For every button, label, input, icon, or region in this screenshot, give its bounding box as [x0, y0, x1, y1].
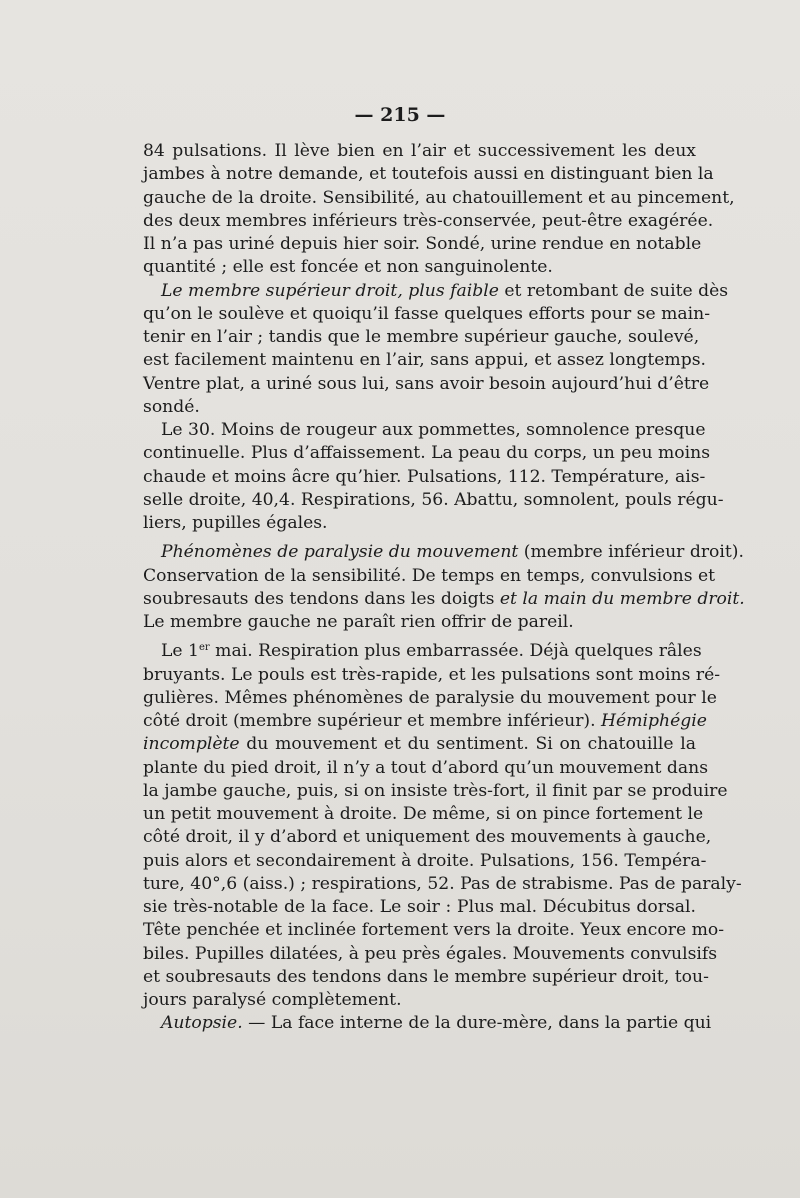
page-number: — 215 — — [354, 104, 446, 126]
text-line — [143, 588, 745, 611]
text-line: côté droit, il y d’abord et uniquement des mouvements à gauche, — [143, 827, 712, 848]
italic-phrase: et la main du membre droit. — [499, 588, 745, 609]
text-line: des deux membres inférieurs très-conservée, peut-être exagérée. — [143, 210, 714, 231]
text-line: qu’on le soulève et quoiqu’il fasse quelques efforts pour se main- — [143, 303, 711, 324]
text-line: Le membre gauche ne paraît rien offrir de pareil. — [143, 612, 574, 632]
text-line: sondé. — [143, 396, 200, 417]
text-line: sie très-notable de la face. Le soir : Plus mal. Décubitus dorsal. — [143, 897, 696, 917]
text-line: jours paralysé complètement. — [143, 990, 402, 1010]
text-line: un petit mouvement à droite. De même, si on pince fortement le — [143, 804, 704, 824]
text-line — [143, 1012, 712, 1035]
paragraph — [143, 280, 729, 420]
text-line — [143, 710, 707, 733]
superscript: er — [198, 642, 210, 654]
paragraph — [143, 541, 745, 634]
italic-phrase: Hémiphégie — [601, 711, 707, 731]
page-body — [143, 140, 745, 1036]
italic-phrase: Le membre supérieur droit, plus faible — [161, 280, 499, 301]
paragraph — [143, 419, 724, 535]
text-line — [143, 640, 702, 663]
text-line: Le 30. Moins de rougeur aux pommettes, somnolence presque — [161, 420, 706, 440]
text-run: — La face interne de la dure-mère, dans la partie qui — [242, 1013, 712, 1034]
text-line — [143, 541, 744, 564]
text-line: et soubresauts des tendons dans le membre supérieur droit, tou- — [143, 966, 709, 987]
text-line — [143, 280, 729, 303]
paragraph — [143, 140, 735, 280]
text-line: liers, pupilles égales. — [143, 513, 328, 533]
paragraph — [143, 1012, 712, 1035]
text-line: Conservation de la sensibilité. De temps en temps, convulsions et — [143, 565, 716, 586]
text-line: puis alors et secondairement à droite. Pulsations, 156. Tempéra- — [143, 850, 707, 871]
text-run: et retombant de suite dès — [498, 280, 729, 301]
text-line: quantité ; elle est foncée et non sanguinolente. — [143, 257, 553, 278]
text-line: jambes à notre demande, et toutefois aussi en distinguant bien la — [143, 164, 714, 185]
italic-phrase: Autopsie. — [161, 1013, 243, 1034]
text-line: selle droite, 40,4. Respirations, 56. Abattu, somnolent, pouls régu- — [143, 489, 724, 510]
text-line: chaude et moins âcre qu’hier. Pulsations, 112. Température, ais- — [143, 466, 706, 487]
paragraph — [143, 640, 742, 1012]
text-line — [143, 733, 696, 756]
text-run: Le 1 — [161, 641, 199, 662]
text-line: est facilement maintenu en l’air, sans appui, et assez longtemps. — [143, 350, 706, 371]
text-run: mai. Respiration plus embarrassée. Déjà quelques râles — [209, 641, 702, 662]
text-line: 84 pulsations. Il lève bien en l’air et successivement les deux — [143, 141, 696, 161]
text-line: gauche de la droite. Sensibilité, au chatouillement et au pincement, — [143, 187, 735, 208]
text-line: Ventre plat, a uriné sous lui, sans avoir besoin aujourd’hui d’être — [143, 373, 710, 394]
text-run: du mouvement et du sentiment. Si on chatouille la — [239, 734, 696, 755]
text-run: soubresauts des tendons dans les doigts — [143, 588, 500, 609]
text-run: côté droit (membre supérieur et membre inférieur). — [143, 711, 602, 731]
text-line: Tête penchée et inclinée fortement vers la droite. Yeux encore mo- — [143, 920, 725, 941]
text-line: plante du pied droit, il n’y a tout d’abord qu’un mouvement dans — [143, 757, 709, 778]
text-line: ture, 40°,6 (aiss.) ; respirations, 52. Pas de strabisme. Pas de paraly- — [143, 873, 742, 894]
text-line: Il n’a pas uriné depuis hier soir. Sondé, urine rendue en notable — [143, 234, 702, 254]
text-line: tenir en l’air ; tandis que le membre supérieur gauche, soulevé, — [143, 327, 700, 347]
text-line: biles. Pupilles dilatées, à peu près égales. Mouvements convulsifs — [143, 943, 718, 964]
italic-phrase: Phénomènes de paralysie du mouvement — [161, 542, 519, 563]
text-line: gulières. Mêmes phénomènes de paralysie du mouvement pour le — [143, 687, 717, 708]
text-line: bruyants. Le pouls est très-rapide, et les pulsations sont moins ré- — [143, 664, 721, 685]
text-line: la jambe gauche, puis, si on insiste très-fort, il finit par se produire — [143, 780, 728, 801]
text-line: continuelle. Plus d’affaissement. La peau du corps, un peu moins — [143, 443, 711, 464]
italic-phrase: incomplète — [143, 734, 240, 755]
text-run: (membre inférieur droit). — [518, 542, 744, 563]
